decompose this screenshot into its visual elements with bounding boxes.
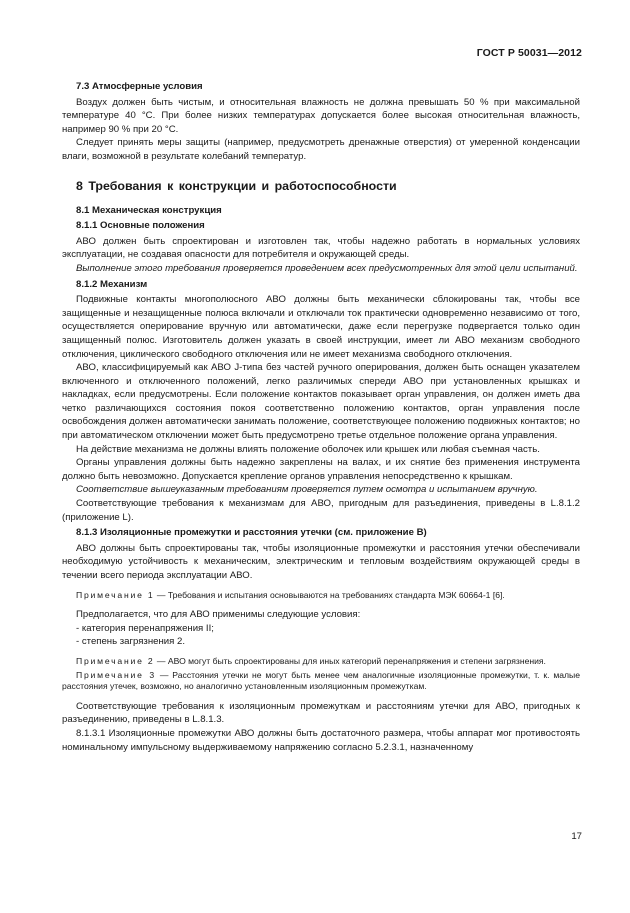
section-8-1-title: 8.1 Механическая конструкция: [76, 204, 222, 216]
section-8-1-3-title: 8.1.3 Изоляционные промежутки и расстояния утечки (см. приложение В): [76, 527, 427, 539]
note-2-text: — АВО могут быть спроектированы для иных категорий перенапряжения и степени загрязнения.: [154, 655, 546, 666]
page-number: 17: [571, 831, 582, 842]
note-2-label: Примечание 2: [76, 655, 155, 666]
section-8-1-3-paragraph-2: Предполагается, что для АВО применимы следующие условия:: [76, 609, 361, 621]
standard-designation: ГОСТ Р 50031—2012: [476, 47, 582, 59]
section-8-1-1-paragraph-1: АВО должен быть спроектирован и изготовлен так, чтобы надежно работать в нормальных условиях эксплуатации, не создавая опасности для потребителя и окружающей среды.: [62, 235, 580, 261]
note-1-label: Примечание 1: [76, 589, 155, 600]
section-8-1-3-1-paragraph: 8.1.3.1 Изоляционные промежутки АВО должны быть достаточного размера, чтобы аппарат мог противостоять номинальному импульсному выдерживаемому напряжению согласно 5.2.3.1, назначенному: [62, 727, 580, 753]
document-body: [62, 78, 580, 754]
section-8-heading: 8 Требования к конструкции и работоспособности: [76, 178, 397, 193]
section-8-1-2-paragraph-2: АВО, классифицируемый как АВО J-типа без частей ручного оперирования, должен быть оснащен указателем включенного и отключенного положений, легко различимых спереди АВО при установленных крышках и накладках, если предусмотрены. Если положение контактов показывает орган управления, он должен иметь два четко различающихся состояния покоя соответственно положению контактов, орган управления после освобождения должен автоматически занимать положение, соответствующее положению подвижных контактов; но при автоматическом отключении может быть предусмотрено третье отдельное положение органа управления.: [62, 362, 580, 442]
note-3-text: — Расстояния утечки не могут быть менее чем аналогичные изоляционные промежутки, т. к. малые расстояния утечек, возможно, но аналогично установленным изоляционным промежуткам.: [62, 669, 580, 692]
section-8-1-2-paragraph-4: Органы управления должны быть надежно закреплены на валах, и их снятие без применения инструмента должно быть невозможно. Допускается крепление органов управления непосредственно к крышкам.: [62, 457, 580, 482]
section-8-1-1-paragraph-2: Выполнение этого требования проверяется проведением всех предусмотренных для этой цели испытаний.: [76, 262, 578, 274]
section-8-1-1-title: 8.1.1 Основные положения: [76, 220, 205, 232]
section-8-1-3-paragraph-1: АВО должны быть спроектированы так, чтобы изоляционные промежутки и расстояния утечки обеспечивали необходимую устойчивость к механическим, электрическим и тепловым воздействиям окружающей среды в течении всего периода эксплуатации АВО.: [62, 542, 580, 581]
section-7-3-paragraph-2: Следует принять меры защиты (например, предусмотреть дренажные отверстия) от умеренной конденсации влаги, возможной в результате колебаний температур.: [62, 137, 580, 162]
section-8-1-3-paragraph-3: Соответствующие требования к изоляционным промежуткам и расстояниям утечки для АВО, пригодных к разъединению, приведены в L.8.1.3.: [62, 700, 580, 726]
note-1: [62, 590, 580, 602]
section-8-1-2-paragraph-6: Соответствующие требования к механизмам для АВО, пригодным для разъединения, приведены в L.8.1.2 (приложение L).: [62, 498, 580, 523]
section-8-1-2-paragraph-5: Соответствие вышеуказанным требованиям проверяется путем осмотра и испытанием вручную.: [76, 484, 538, 496]
note-1-text: — Требования и испытания основываются на требованиях стандарта МЭК 60664-1 [6].: [154, 589, 505, 600]
section-8-1-2-title: 8.1.2 Механизм: [76, 278, 148, 290]
section-8-1-2-paragraph-3: На действие механизма не должны влиять положение оболочек или крышек или любая съемная часть.: [76, 443, 540, 455]
section-7-3-title: 7.3 Атмосферные условия: [76, 81, 203, 92]
note-3-label: Примечание 3: [76, 669, 156, 680]
section-7-3-paragraph-1: Воздух должен быть чистым, и относительная влажность не должна превышать 50 % при максимальной температуре 40 °C. При более низких температурах допускается более высокая относительная влажность, например 90 % при 20 °C.: [62, 96, 580, 135]
note-3: [62, 670, 580, 693]
note-2: [62, 656, 580, 668]
section-8-1-2-paragraph-1: Подвижные контакты многополюсного АВО должны быть механически сблокированы так, чтобы все защищенные и незащищенные полюса включали и отключали ток практически одновременно независимо от того, осуществляется оперирование вручную или автоматически, даже если перегрузке подвергается только один защищенный полюс. Изготовитель должен указать в своей инструкции, имеет ли АВО механизм свободного отключения, циклического свободного отключения или не имеет механизма свободного отключения.: [62, 294, 580, 360]
condition-list-item-2: - степень загрязнения 2.: [76, 636, 185, 648]
condition-list-item-1: - категория перенапряжения II;: [76, 622, 214, 634]
